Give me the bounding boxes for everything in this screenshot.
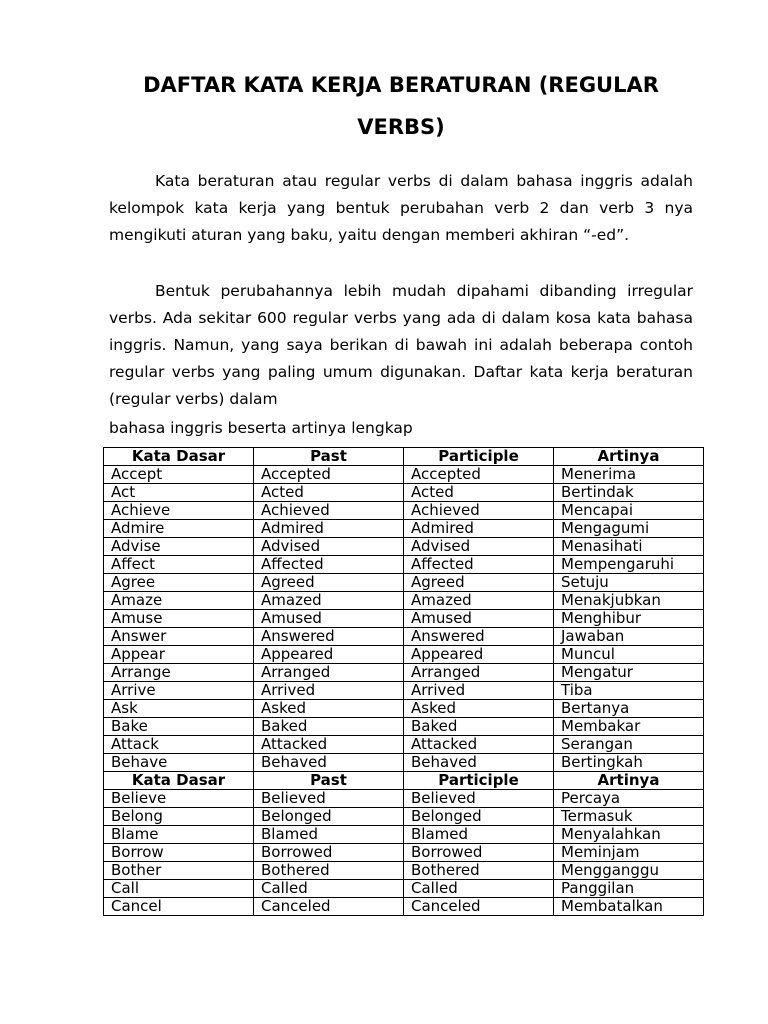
- table-row: [104, 700, 704, 718]
- past-cell: Amazed: [254, 592, 404, 610]
- past-cell: Admired: [254, 520, 404, 538]
- past-cell: Bothered: [254, 862, 404, 880]
- base-form-cell: Answer: [104, 628, 254, 646]
- header-participle: Participle: [404, 772, 554, 790]
- past-cell: Called: [254, 880, 404, 898]
- participle-cell: Baked: [404, 718, 554, 736]
- base-form-cell: Believe: [104, 790, 254, 808]
- meaning-cell: Panggilan: [554, 880, 704, 898]
- table-row: [104, 502, 704, 520]
- table-row: [104, 682, 704, 700]
- base-form-cell: Bake: [104, 718, 254, 736]
- past-cell: Arrived: [254, 682, 404, 700]
- table-row: [104, 664, 704, 682]
- table-row: [104, 556, 704, 574]
- paragraph-description: Bentuk perubahannya lebih mudah dipahami dibanding irregular verbs. Ada sekitar 600 regular verbs yang ada di dalam kosa kata bahasa inggris. Namun, yang saya berikan di bawah ini adalah beberapa contoh regular verbs yang paling umum digunakan. Daftar kata kerja beraturan (regular verbs) dalam: [109, 282, 693, 408]
- participle-cell: Appeared: [404, 646, 554, 664]
- participle-cell: Borrowed: [404, 844, 554, 862]
- regular-verbs-table: [103, 447, 704, 916]
- base-form-cell: Borrow: [104, 844, 254, 862]
- participle-cell: Asked: [404, 700, 554, 718]
- base-form-cell: Bother: [104, 862, 254, 880]
- base-form-cell: Behave: [104, 754, 254, 772]
- header-participle: Participle: [404, 448, 554, 466]
- meaning-cell: Membatalkan: [554, 898, 704, 916]
- past-cell: Behaved: [254, 754, 404, 772]
- table-row: [104, 520, 704, 538]
- meaning-cell: Menghibur: [554, 610, 704, 628]
- participle-cell: Admired: [404, 520, 554, 538]
- header-past: Past: [254, 448, 404, 466]
- meaning-cell: Menerima: [554, 466, 704, 484]
- table-row: [104, 736, 704, 754]
- participle-cell: Amazed: [404, 592, 554, 610]
- header-kata-dasar: Kata Dasar: [104, 448, 254, 466]
- meaning-cell: Jawaban: [554, 628, 704, 646]
- past-cell: Blamed: [254, 826, 404, 844]
- table-row: [104, 610, 704, 628]
- table-row: [104, 718, 704, 736]
- participle-cell: Belonged: [404, 808, 554, 826]
- table-row: [104, 862, 704, 880]
- meaning-cell: Menakjubkan: [554, 592, 704, 610]
- past-cell: Affected: [254, 556, 404, 574]
- base-form-cell: Belong: [104, 808, 254, 826]
- meaning-cell: Meminjam: [554, 844, 704, 862]
- paragraph-intro: Kata beraturan atau regular verbs di dalam bahasa inggris adalah kelompok kata kerja yang bentuk perubahan verb 2 dan verb 3 nya mengikuti aturan yang baku, yaitu dengan memberi akhiran “-ed”.: [109, 172, 693, 244]
- past-cell: Accepted: [254, 466, 404, 484]
- past-cell: Canceled: [254, 898, 404, 916]
- past-cell: Borrowed: [254, 844, 404, 862]
- base-form-cell: Amaze: [104, 592, 254, 610]
- base-form-cell: Cancel: [104, 898, 254, 916]
- participle-cell: Amused: [404, 610, 554, 628]
- base-form-cell: Call: [104, 880, 254, 898]
- base-form-cell: Attack: [104, 736, 254, 754]
- table-caption: bahasa inggris beserta artinya lengkap: [109, 419, 413, 437]
- table-row: [104, 880, 704, 898]
- meaning-cell: Tiba: [554, 682, 704, 700]
- table-row: [104, 484, 704, 502]
- participle-cell: Blamed: [404, 826, 554, 844]
- meaning-cell: Mengatur: [554, 664, 704, 682]
- base-form-cell: Arrive: [104, 682, 254, 700]
- past-cell: Advised: [254, 538, 404, 556]
- participle-cell: Accepted: [404, 466, 554, 484]
- table-row: [104, 790, 704, 808]
- meaning-cell: Serangan: [554, 736, 704, 754]
- participle-cell: Agreed: [404, 574, 554, 592]
- past-cell: Attacked: [254, 736, 404, 754]
- meaning-cell: Menasihati: [554, 538, 704, 556]
- past-cell: Answered: [254, 628, 404, 646]
- meaning-cell: Mengagumi: [554, 520, 704, 538]
- table-row: [104, 808, 704, 826]
- base-form-cell: Agree: [104, 574, 254, 592]
- header-kata-dasar: Kata Dasar: [104, 772, 254, 790]
- base-form-cell: Accept: [104, 466, 254, 484]
- header-artinya: Artinya: [554, 448, 704, 466]
- table-row: [104, 592, 704, 610]
- participle-cell: Affected: [404, 556, 554, 574]
- participle-cell: Achieved: [404, 502, 554, 520]
- participle-cell: Advised: [404, 538, 554, 556]
- meaning-cell: Bertanya: [554, 700, 704, 718]
- participle-cell: Answered: [404, 628, 554, 646]
- participle-cell: Behaved: [404, 754, 554, 772]
- meaning-cell: Membakar: [554, 718, 704, 736]
- past-cell: Arranged: [254, 664, 404, 682]
- meaning-cell: Mempengaruhi: [554, 556, 704, 574]
- past-cell: Achieved: [254, 502, 404, 520]
- base-form-cell: Blame: [104, 826, 254, 844]
- participle-cell: Arrived: [404, 682, 554, 700]
- meaning-cell: Bertingkah: [554, 754, 704, 772]
- base-form-cell: Ask: [104, 700, 254, 718]
- past-cell: Baked: [254, 718, 404, 736]
- participle-cell: Canceled: [404, 898, 554, 916]
- header-past: Past: [254, 772, 404, 790]
- meaning-cell: Mengganggu: [554, 862, 704, 880]
- base-form-cell: Appear: [104, 646, 254, 664]
- base-form-cell: Admire: [104, 520, 254, 538]
- meaning-cell: Menyalahkan: [554, 826, 704, 844]
- participle-cell: Arranged: [404, 664, 554, 682]
- base-form-cell: Amuse: [104, 610, 254, 628]
- base-form-cell: Affect: [104, 556, 254, 574]
- participle-cell: Acted: [404, 484, 554, 502]
- meaning-cell: Setuju: [554, 574, 704, 592]
- participle-cell: Called: [404, 880, 554, 898]
- regular-verbs-table-body: [104, 448, 704, 916]
- base-form-cell: Arrange: [104, 664, 254, 682]
- document-title: DAFTAR KATA KERJA BERATURAN (REGULAR VERBS): [143, 73, 659, 139]
- table-row: [104, 538, 704, 556]
- table-header-row: [104, 772, 704, 790]
- table-row: [104, 826, 704, 844]
- base-form-cell: Act: [104, 484, 254, 502]
- past-cell: Appeared: [254, 646, 404, 664]
- meaning-cell: Bertindak: [554, 484, 704, 502]
- past-cell: Belonged: [254, 808, 404, 826]
- participle-cell: Believed: [404, 790, 554, 808]
- past-cell: Amused: [254, 610, 404, 628]
- past-cell: Asked: [254, 700, 404, 718]
- participle-cell: Bothered: [404, 862, 554, 880]
- table-row: [104, 844, 704, 862]
- table-row: [104, 574, 704, 592]
- table-row: [104, 898, 704, 916]
- base-form-cell: Achieve: [104, 502, 254, 520]
- meaning-cell: Mencapai: [554, 502, 704, 520]
- table-row: [104, 466, 704, 484]
- meaning-cell: Termasuk: [554, 808, 704, 826]
- past-cell: Acted: [254, 484, 404, 502]
- table-row: [104, 646, 704, 664]
- header-artinya: Artinya: [554, 772, 704, 790]
- meaning-cell: Muncul: [554, 646, 704, 664]
- table-header-row: [104, 448, 704, 466]
- participle-cell: Attacked: [404, 736, 554, 754]
- table-row: [104, 628, 704, 646]
- past-cell: Believed: [254, 790, 404, 808]
- base-form-cell: Advise: [104, 538, 254, 556]
- past-cell: Agreed: [254, 574, 404, 592]
- table-row: [104, 754, 704, 772]
- meaning-cell: Percaya: [554, 790, 704, 808]
